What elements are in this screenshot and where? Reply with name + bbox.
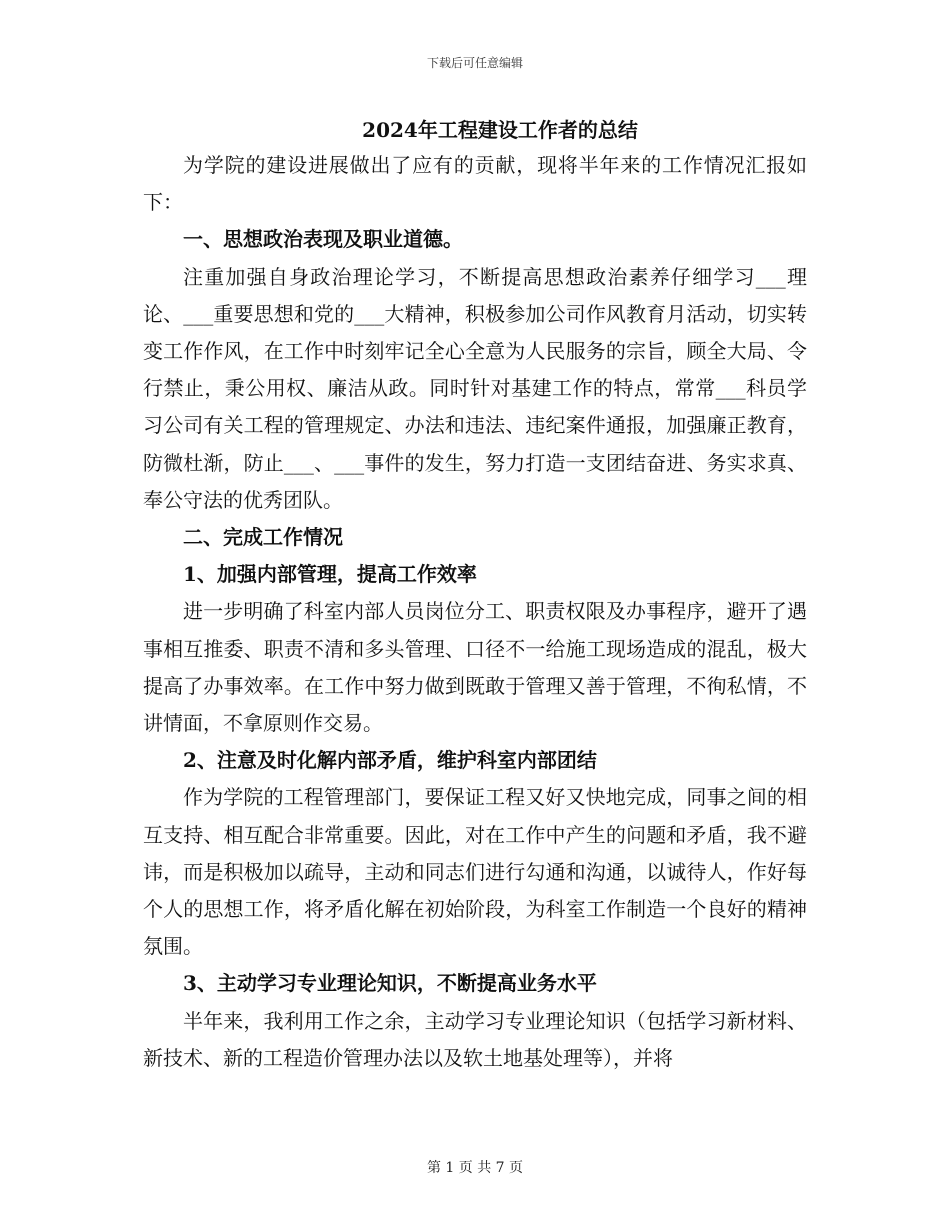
- paragraph-management: 进一步明确了科室内部人员岗位分工、职责权限及办事程序，避开了遇事相互推委、职责不清和多头管理、口径不一给施工现场造成的混乱，极大提高了办事效率。在工作中努力做到既敢于管理又善于管理，不徇私情，不讲情面，不拿原则作交易。: [143, 599, 807, 736]
- header-note: 下载后可任意编辑: [426, 56, 523, 70]
- paragraph-unity: 作为学院的工程管理部门，要保证工程又好又快地完成，同事之间的相互支持、相互配合非常重要。因此，对在工作中产生的问题和矛盾，我不避讳，而是积极加以疏导，主动和同志们进行勾通和沟通，以诚待人，作好每个人的思想工作，将矛盾化解在初始阶段，为科室工作制造一个良好的精神氛围。: [143, 785, 807, 959]
- page-number-footer: 第 1 页 共 7 页: [426, 1160, 524, 1176]
- subsection-heading-1: 1、加强内部管理，提高工作效率: [183, 562, 477, 587]
- subsection-heading-3: 3、主动学习专业理论知识，不断提高业务水平: [183, 971, 597, 996]
- document-title: 2024年工程建设工作者的总结: [362, 118, 638, 142]
- document-body: [143, 147, 807, 1077]
- section-heading-2: 二、完成工作情况: [183, 525, 343, 550]
- section-heading-1: 一、思想政治表现及职业道德。: [183, 227, 463, 252]
- subsection-heading-2: 2、注意及时化解内部矛盾，维护科室内部团结: [183, 748, 597, 773]
- paragraph-political: 注重加强自身政治理论学习，不断提高思想政治素养仔细学习___理论、___重要思想和党的___大精神，积极参加公司作风教育月活动，切实转变工作作风，在工作中时刻牢记全心全意为人民服务的宗旨，顾全大局、令行禁止，秉公用权、廉洁从政。同时针对基建工作的特点，常常___科员学习公司有关工程的管理规定、办法和违法、违纪案件通报，加强廉正教育，防微杜渐，防止___、___事件的发生，努力打造一支团结奋进、务实求真、奉公守法的优秀团队。: [143, 264, 807, 512]
- paragraph-study: 半年来，我利用工作之余，主动学习专业理论知识（包括学习新材料、新技术、新的工程造价管理办法以及软土地基处理等），并将: [143, 1008, 807, 1070]
- paragraph-intro: 为学院的建设进展做出了应有的贡献，现将半年来的工作情况汇报如下：: [143, 153, 807, 215]
